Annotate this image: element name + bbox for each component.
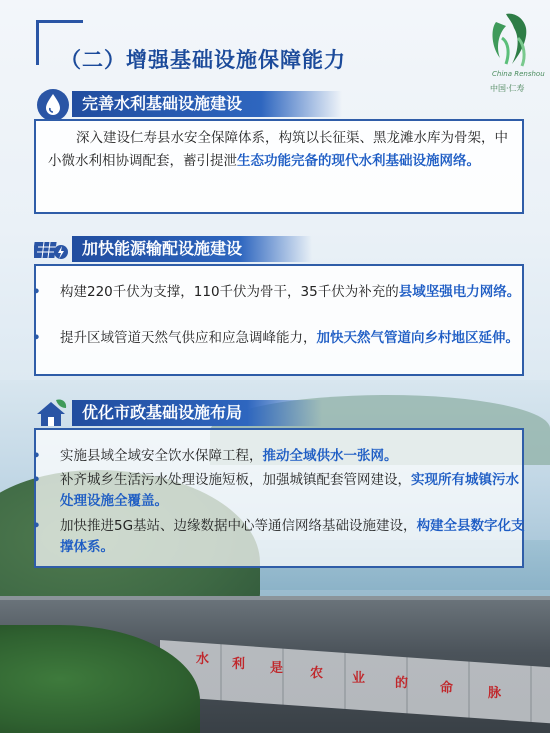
- logo-text-cn: 中国·仁寿: [490, 84, 525, 93]
- plain-text: 加快推进5G基站、边缘数据中心等通信网络基础设施建设，: [60, 518, 417, 534]
- logo-text-en: China Renshou: [492, 70, 545, 78]
- section-text-water: [48, 127, 514, 173]
- highlight-text: 推动全域供水一张网。: [262, 448, 398, 464]
- dam-slogan-char: 脉: [488, 686, 502, 701]
- highlight-text: 构建全县数字化支撑体系。: [60, 518, 525, 555]
- section-title-water: 完善水利基础设施建设: [72, 91, 342, 117]
- dam-slogan-char: 农: [310, 666, 324, 681]
- section-box-municipal: [34, 428, 524, 568]
- water-drop-icon: [36, 88, 70, 122]
- section-title-energy: 加快能源输配设施建设: [72, 236, 312, 262]
- highlight-text: 加快天然气管道向乡村地区延伸。: [316, 330, 519, 346]
- dam-slogan-char: 命: [440, 681, 454, 696]
- list-item: • 提升区域管道天然气供应和应急调峰能力，加快天然气管道向乡村地区延伸。: [32, 330, 519, 346]
- highlight-text: 实现所有城镇污水处理设施全覆盖。: [60, 472, 519, 509]
- plain-text: 提升区域管道天然气供应和应急调峰能力，: [60, 330, 317, 346]
- list-item: • 构建220千伏为支撑，110千伏为骨干，35千伏为补充的县域坚强电力网络。: [32, 284, 521, 300]
- dam-slogan-char: 水: [196, 652, 210, 667]
- list-item: • 补齐城乡生活污水处理设施短板，加强城镇配套管网建设，实现所有城镇污水处理设施全覆盖。: [32, 472, 519, 509]
- plain-text: 深入建设仁寿县水安全保障体系，构筑以长征渠、黑龙滩水库为骨架，中小微水利相协调配套，蓄引提泄: [48, 130, 508, 169]
- page-title: （二）增强基础设施保障能力: [60, 48, 346, 72]
- plain-text: 构建220千伏为支撑，110千伏为骨干，35千伏为补充的: [60, 284, 399, 300]
- dam-slogan-char: 业: [352, 671, 366, 686]
- highlight-text: 县域坚强电力网络。: [398, 284, 521, 300]
- dam-slogan-char: 是: [270, 661, 284, 676]
- section-box-energy: [34, 264, 524, 376]
- highlight-text: 生态功能完备的现代水利基础设施网络。: [237, 153, 480, 169]
- solar-energy-icon: [34, 232, 68, 266]
- dam-slogan-char: 的: [395, 676, 409, 691]
- plain-text: 实施县域全域安全饮水保障工程，: [60, 448, 263, 464]
- section-title-municipal: 优化市政基础设施布局: [72, 400, 322, 426]
- section-box-water: [34, 119, 524, 214]
- dam-slogan-char: 利: [232, 657, 246, 672]
- list-item: • 实施县域全域安全饮水保障工程，推动全域供水一张网。: [32, 448, 398, 464]
- plain-text: 补齐城乡生活污水处理设施短板，加强城镇配套管网建设，: [60, 472, 411, 488]
- house-leaf-icon: [34, 396, 68, 430]
- list-item: • 加快推进5G基站、边缘数据中心等通信网络基础设施建设，构建全县数字化支撑体系。: [32, 518, 525, 555]
